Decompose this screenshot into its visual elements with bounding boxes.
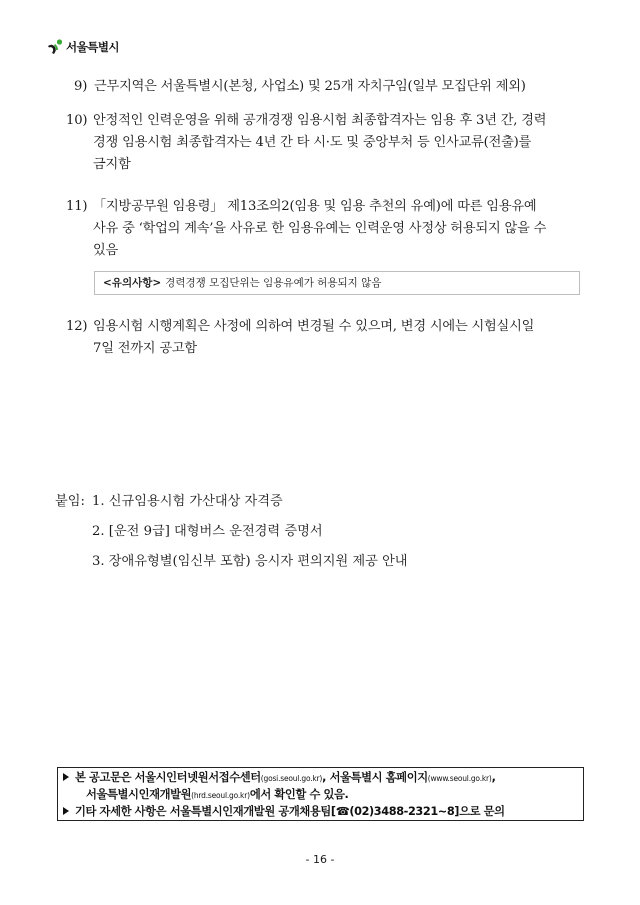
notice-text: 경력경쟁 모집단위는 임용유예가 허용되지 않음 — [165, 277, 382, 289]
info-line-1: 본 공고문은 서울시인터넷원서접수센터(gosi.seoul.go.kr), 서울특별시 홈페이지(www.seoul.go.kr), — [63, 769, 496, 785]
list-item — [66, 196, 546, 262]
attachment-item: 1. 신규임용시험 가산대상 자격증 — [92, 494, 283, 509]
notice-label: <유의사항> — [103, 277, 162, 289]
item-text: 경쟁 임용시험 최종합격자는 4년 간 타 시·도 및 중앙부처 등 인사교류(전출)를 — [93, 135, 532, 150]
info-line-2: 서울특별시인재개발원(hrd.seoul.go.kr)에서 확인할 수 있음. — [86, 788, 349, 801]
item-text: 임용시험 시행계획은 사정에 의하여 변경될 수 있으며, 변경 시에는 시험실시일 — [93, 319, 535, 334]
attachment-item: 2. [운전 9급] 대형버스 운전경력 증명서 — [92, 524, 323, 539]
item-text: 「지방공무원 임용령」 제13조의2(임용 및 임용 추천의 유예)에 따른 임용유예 — [93, 199, 537, 214]
item-number: 11) — [66, 199, 88, 214]
item-text: 있음 — [93, 243, 119, 258]
list-item — [66, 316, 534, 360]
item-number: 9) — [74, 79, 88, 94]
logo-text: 서울특별시 — [66, 40, 120, 54]
item-number: 10) — [66, 113, 88, 128]
seoul-logo-icon — [46, 38, 64, 56]
header-logo — [46, 38, 119, 56]
attachment-item: 3. 장애유형별(임신부 포함) 응시자 편의지원 제공 안내 — [92, 554, 408, 569]
list-item — [74, 76, 526, 98]
item-number: 12) — [66, 319, 88, 334]
item-text: 금지함 — [93, 157, 131, 172]
item-text: 근무지역은 서울특별시(본청, 사업소) 및 25개 자치구임(일부 모집단위 제외) — [94, 79, 526, 94]
triangle-bullet-icon — [63, 773, 69, 781]
triangle-bullet-icon — [63, 807, 69, 815]
item-text: 7일 전까지 공고함 — [93, 341, 197, 356]
info-line-3: 기타 자세한 사항은 서울특별시인재개발원 공개채용팀[☎(02)3488-2321~8]으로 문의 — [63, 803, 505, 819]
page-number: - 16 - — [305, 853, 335, 866]
list-item — [66, 110, 546, 176]
item-text: 안정적인 인력운영을 위해 공개경쟁 임용시험 최종합격자는 임용 후 3년 간, 경력 — [93, 113, 547, 128]
item-text: 사유 중 ‘학업의 계속’을 사유로 한 임용유예는 인력운영 사정상 허용되지 않을 수 — [93, 221, 547, 236]
info-box — [57, 767, 584, 821]
notice-box — [94, 271, 580, 295]
attachments-label: 붙임: — [55, 494, 85, 509]
